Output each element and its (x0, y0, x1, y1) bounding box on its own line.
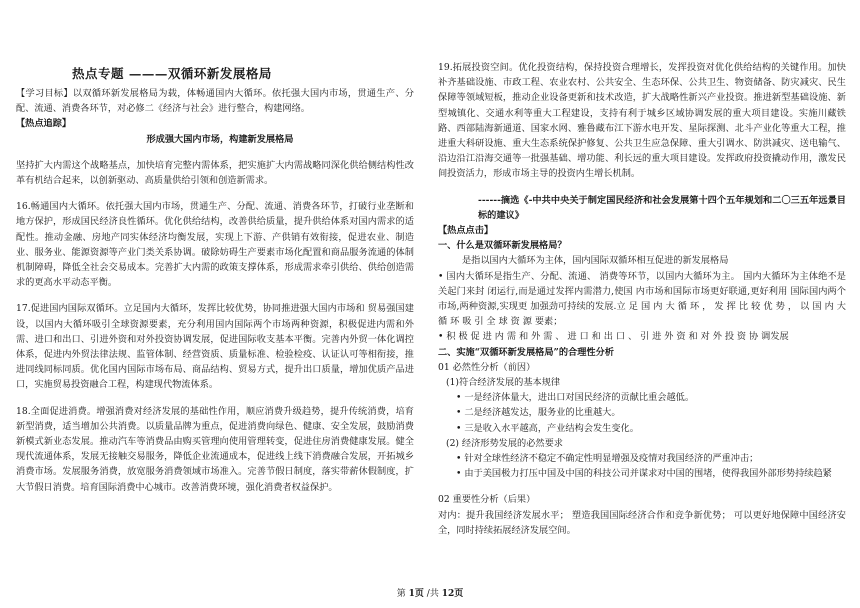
paragraph-16: 16.畅通国内大循环。依托强大国内市场，贯通生产、分配、流通、消费各环节，打破行业垄断和地方保护，形成国民经济良性循环。优化供给结构，改善供给质量，提升供给体系对国内需求的适配性。推动金融、房地产同实体经济均衡发展，实现上下游、产供销有效衔接，促进农业、制造业、服务业、能源资源等产业门类关系协调。破除妨碍生产要素市场化配置和商品服务流通的体制机制障碍，降低全社会交易成本。完善扩大内需的政策支撑体系，形成需求牵引供给、供给创造需求的更高水平动态平衡。 (16, 201, 414, 289)
section-01-b: (2) 经济形势发展的必然要求 (446, 437, 563, 449)
hot-trace-heading: 【热点追踪】 (16, 118, 72, 130)
bullet-domestic-cycle: • 国内大循环是指生产、分配、流通、 消费等环节，以国内大循环为主。 国内大循环为主体绝不是关起门来封 闭运行,而是通过发挥内需潜力,使国 内市场和国际市场更好联通,更好利用 国际国内两个市场,两种资源,实现更 加强劲可持续的发展.立 足 国 内 大 循 环 ， 发 挥 比 较 优 势 ， 以 国 内 大 循 环 吸 引 全 球 资 源 要素； (438, 270, 846, 328)
intro-paragraph: 坚持扩大内需这个战略基点，加快培育完整内需体系，把实施扩大内需战略同深化供给侧结构性改革有机结合起来，以创新驱动、高质量供给引领和创造新需求。 (16, 159, 414, 187)
hot-click-heading: 【热点点击】 (438, 225, 494, 237)
section-01: 01 必然性分析（前因） (438, 361, 536, 373)
list-item: • 针对全球性经济不稳定不确定性明显增强及疫情对我国经济的严重冲击； (456, 453, 759, 465)
total-pages: 12页 (441, 589, 464, 599)
page-number: 1页 (408, 589, 424, 599)
source-citation: ------摘选《-中共中央关于制定国民经济和社会发展第十四个五年规划和二〇三五年远景目标的建议》 (478, 194, 846, 221)
list-item: • 由于美国极力打压中国及中国的科技公司并谋求对中国的围堵，使得我国外部形势持续趋紧 (456, 468, 832, 480)
paragraph-19: 19.拓展投资空间。优化投资结构，保持投资合理增长，发挥投资对优化供给结构的关键作用。加快补齐基础设施、市政工程、农业农村、公共安全、生态环保、公共卫生、物资储备、防灾减灾、民生保障等领域短板，推动企业设备更新和技术改造，扩大战略性新兴产业投资。推进新型基础设施、新型城镇化、交通水利等重大工程建设，支持有利于城乡区域协调发展的重大项目建设。实施川藏铁路、西部陆海新通道、国家水网、雅鲁藏布江下游水电开发、星际探测、北斗产业化等重大工程，推进重大科研设施、重大生态系统保护修复、公共卫生应急保障、重大引调水、防洪减灾、送电输气、沿边沿江沿海交通等一批强基础、增功能、利长远的重大项目建设。发挥政府投资撬动作用，激发民间投资活力，形成市场主导的投资内生增长机制。 (438, 62, 846, 180)
answer-1: 是指以国内大循环为主体，国内国际双循环相互促进的新发展格局 (462, 255, 729, 267)
paragraph-18: 18.全面促进消费。增强消费对经济发展的基础性作用，顺应消费升级趋势，提升传统消费，培育新型消费，适当增加公共消费。以质量品牌为重点，促进消费向绿色、健康、安全发展，鼓励消费新模式新业态发展。推动汽车等消费品由购买管理向使用管理转变，促进住房消费健康发展。健全现代流通体系，发展无接触交易服务，降低企业流通成本，促进线上线下消费融合发展，开拓城乡消费市场。发展服务消费，放宽服务消费领域市场准入。完善节假日制度，落实带薪休假制度，扩大节假日消费。培育国际消费中心城市。改善消费环境，强化消费者权益保护。 (16, 405, 414, 493)
right-column (438, 60, 846, 538)
list-item: • 一是经济体量大，进出口对国民经济的贡献比重会越低。 (456, 392, 695, 404)
page-footer (0, 586, 860, 599)
paragraph-17: 17.促进国内国际双循环。立足国内大循环，发挥比较优势，协同推进强大国内市场和 贸易强国建设，以国内大循环吸引全球资源要素，充分利用国内国际两个市场两种资源，积极促进内需和外需、进口和出口、引进外资和对外投资协调发展，促进国际收支基本平衡。完善内外贸一体化调控体系，促进内外贸法律法规、监管体制、经营资质、质量标准、检验检疫、认证认可等相衔接，推进同线同标同质。优化国内国际市场布局、商品结构、贸易方式，提升出口质量，增加优质产品进口，实施贸易投资融合工程，构建现代物流体系。 (16, 303, 414, 391)
learning-goal: 【学习目标】以双循环新发展格局为载，体畅通国内大循环。依托强大国内市场，贯通生产、分配、流通、消费各环节，对必修二《经济与社会》进行整合，构建网络。 (16, 88, 414, 115)
question-2: 二、实施“双循环新发展格局”的合理性分析 (438, 346, 614, 358)
footer-prefix: 第 (396, 589, 409, 599)
footer-separator: /共 (423, 589, 442, 599)
section-02-a: 对内：提升我国经济发展水平； 塑造我国国际经济合作和竞争新优势； 可以更好地保障中国经济安全，同时持续拓展经济发展空间。 (438, 509, 846, 536)
left-column (16, 86, 414, 495)
section-subtitle: 形成强大国内市场，构建新发展格局 (146, 133, 294, 145)
page-title: 热点专题 ———双循环新发展格局 (72, 66, 272, 81)
question-1: 一、什么是双循环新发展格局？ (438, 240, 567, 252)
list-item: • 三是收入水平越高，产业结构会发生变化。 (456, 422, 639, 434)
list-item: • 二是经济越发达，服务业的比重越大。 (456, 407, 621, 419)
section-01-a: (1)符合经济发展的基本规律 (446, 377, 561, 389)
section-02: 02 重要性分析（后果） (438, 494, 536, 506)
bullet-coordinate: • 积 极 促 进 内 需 和 外 需 、 进 口 和 出 口 、 引 进 外 资 和 对 外 投 资 协 调发展 (438, 331, 789, 343)
